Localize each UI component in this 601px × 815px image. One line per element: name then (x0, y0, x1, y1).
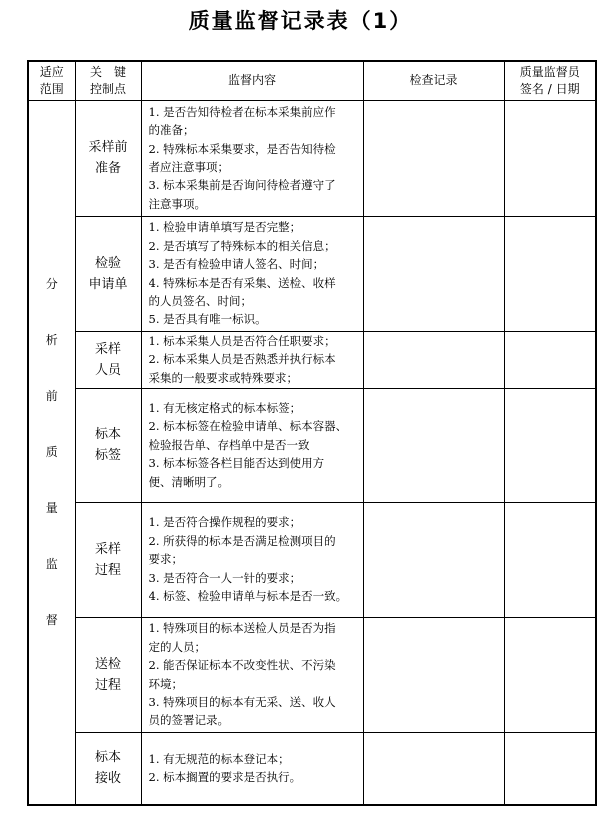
content-cell: 1. 是否告知待检者在标本采集前应作 的准备； 2. 特殊标本采集要求，是否告知待检 者应注意事项； 3. 标本采集前是否询问待检者遵守了 注意事项。 (141, 100, 363, 216)
supervisor-signature-cell[interactable] (504, 732, 596, 805)
scope-char: 分 (45, 277, 58, 292)
key-point-cell: 标本 接收 (75, 732, 141, 805)
inspection-record-cell[interactable] (363, 388, 504, 502)
inspection-record-cell[interactable] (363, 617, 504, 732)
scope-cell (28, 100, 75, 805)
scope-char: 量 (45, 501, 58, 516)
supervisor-signature-cell[interactable] (504, 100, 596, 216)
table-row (28, 732, 596, 805)
key-point-cell: 采样前 准备 (75, 100, 141, 216)
table-row (28, 617, 596, 732)
key-point-cell: 采样 人员 (75, 331, 141, 388)
header-inspection-record: 检查记录 (363, 61, 504, 100)
supervisor-signature-cell[interactable] (504, 617, 596, 732)
page-title: 质量监督记录表（1） (188, 9, 413, 33)
table-row (28, 388, 596, 502)
content-cell: 1. 检验申请单填写是否完整； 2. 是否填写了特殊标本的相关信息； 3. 是否有检验申请人签名、时间； 4. 特殊标本是否有采集、送检、收样 的人员签名、时间； 5. 是否具有唯一标识。 (141, 216, 363, 331)
inspection-record-cell[interactable] (363, 100, 504, 216)
content-cell: 1. 有无核定格式的标本标签； 2. 标本标签在检验申请单、标本容器、 检验报告单、存档单中是否一致 3. 标本标签各栏目能否达到使用方 便、清晰明了。 (141, 388, 363, 502)
header-supervisor-signature: 质量监督员 签名 / 日期 (504, 61, 596, 100)
table-row (28, 100, 596, 216)
supervision-record-table (27, 60, 597, 806)
scope-char: 监 (45, 557, 58, 572)
supervisor-signature-cell[interactable] (504, 331, 596, 388)
content-cell: 1. 特殊项目的标本送检人员是否为指 定的人员； 2. 能否保证标本不改变性状、不污染 环境； 3. 特殊项目的标本有无采、送、收人 员的签署记录。 (141, 617, 363, 732)
table-row (28, 331, 596, 388)
header-scope: 适应 范围 (28, 61, 75, 100)
table-row (28, 216, 596, 331)
supervisor-signature-cell[interactable] (504, 388, 596, 502)
table-row (28, 502, 596, 617)
header-content: 监督内容 (141, 61, 363, 100)
content-cell: 1. 有无规范的标本登记本； 2. 标本搁置的要求是否执行。 (141, 732, 363, 805)
inspection-record-cell[interactable] (363, 732, 504, 805)
key-point-cell: 采样 过程 (75, 502, 141, 617)
header-row (28, 61, 596, 100)
inspection-record-cell[interactable] (363, 502, 504, 617)
content-cell: 1. 标本采集人员是否符合任职要求； 2. 标本采集人员是否熟悉并执行标本 采集的一般要求或特殊要求； (141, 331, 363, 388)
key-point-cell: 送检 过程 (75, 617, 141, 732)
content-cell: 1. 是否符合操作规程的要求； 2. 所获得的标本是否满足检测项目的 要求； 3. 是否符合一人一针的要求； 4. 标签、检验申请单与标本是否一致。 (141, 502, 363, 617)
supervisor-signature-cell[interactable] (504, 502, 596, 617)
header-key-control-point: 关 键 控制点 (75, 61, 141, 100)
inspection-record-cell[interactable] (363, 331, 504, 388)
scope-char: 督 (45, 613, 58, 628)
inspection-record-cell[interactable] (363, 216, 504, 331)
scope-char: 质 (45, 445, 58, 460)
supervisor-signature-cell[interactable] (504, 216, 596, 331)
scope-char: 前 (45, 389, 58, 404)
key-point-cell: 标本 标签 (75, 388, 141, 502)
scope-char: 析 (45, 333, 58, 348)
key-point-cell: 检验 申请单 (75, 216, 141, 331)
